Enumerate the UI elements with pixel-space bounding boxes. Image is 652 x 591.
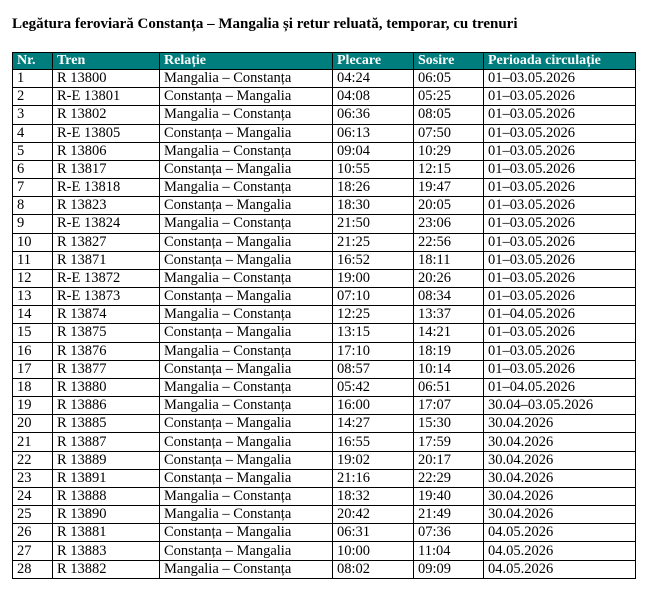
- cell-departure: 16:55: [333, 433, 414, 451]
- table-row: [13, 524, 636, 542]
- cell-train: R 13887: [53, 433, 160, 451]
- table-row: [13, 160, 636, 178]
- cell-nr: 15: [13, 324, 53, 342]
- table-body: [13, 70, 636, 579]
- cell-nr: 21: [13, 433, 53, 451]
- cell-period: 04.05.2026: [484, 542, 636, 560]
- cell-route: Constanța – Mangalia: [160, 160, 333, 178]
- table-row: [13, 560, 636, 578]
- table-row: [13, 487, 636, 505]
- cell-route: Constanța – Mangalia: [160, 233, 333, 251]
- cell-train: R-E 13873: [53, 288, 160, 306]
- cell-nr: 14: [13, 306, 53, 324]
- cell-train: R 13877: [53, 360, 160, 378]
- table-row: [13, 542, 636, 560]
- cell-period: 01–03.05.2026: [484, 324, 636, 342]
- cell-train: R 13881: [53, 524, 160, 542]
- column-header-route: Relație: [160, 53, 333, 70]
- cell-departure: 12:25: [333, 306, 414, 324]
- cell-arrival: 10:14: [414, 360, 484, 378]
- cell-route: Constanța – Mangalia: [160, 433, 333, 451]
- cell-route: Mangalia – Constanța: [160, 397, 333, 415]
- cell-nr: 6: [13, 160, 53, 178]
- cell-arrival: 19:40: [414, 487, 484, 505]
- table-row: [13, 269, 636, 287]
- cell-arrival: 10:29: [414, 142, 484, 160]
- cell-arrival: 20:26: [414, 269, 484, 287]
- table-row: [13, 506, 636, 524]
- cell-nr: 23: [13, 469, 53, 487]
- cell-route: Constanța – Mangalia: [160, 451, 333, 469]
- cell-departure: 20:42: [333, 506, 414, 524]
- cell-train: R-E 13805: [53, 124, 160, 142]
- cell-route: Constanța – Mangalia: [160, 288, 333, 306]
- cell-route: Constanța – Mangalia: [160, 542, 333, 560]
- cell-route: Constanța – Mangalia: [160, 251, 333, 269]
- cell-nr: 2: [13, 88, 53, 106]
- cell-arrival: 12:15: [414, 160, 484, 178]
- cell-period: 01–03.05.2026: [484, 360, 636, 378]
- cell-arrival: 07:36: [414, 524, 484, 542]
- table-row: [13, 233, 636, 251]
- cell-nr: 25: [13, 506, 53, 524]
- cell-period: 01–03.05.2026: [484, 142, 636, 160]
- cell-route: Mangalia – Constanța: [160, 215, 333, 233]
- cell-train: R 13806: [53, 142, 160, 160]
- cell-arrival: 11:04: [414, 542, 484, 560]
- cell-period: 04.05.2026: [484, 524, 636, 542]
- cell-arrival: 08:05: [414, 106, 484, 124]
- cell-route: Constanța – Mangalia: [160, 197, 333, 215]
- column-header-departure: Plecare: [333, 53, 414, 70]
- cell-nr: 28: [13, 560, 53, 578]
- cell-train: R 13800: [53, 70, 160, 88]
- cell-period: 04.05.2026: [484, 560, 636, 578]
- cell-period: 30.04.2026: [484, 487, 636, 505]
- cell-period: 30.04.2026: [484, 506, 636, 524]
- cell-departure: 16:00: [333, 397, 414, 415]
- cell-arrival: 20:05: [414, 197, 484, 215]
- cell-arrival: 17:59: [414, 433, 484, 451]
- cell-train: R-E 13818: [53, 179, 160, 197]
- cell-nr: 13: [13, 288, 53, 306]
- cell-route: Mangalia – Constanța: [160, 306, 333, 324]
- cell-nr: 18: [13, 378, 53, 396]
- table-row: [13, 378, 636, 396]
- cell-train: R 13890: [53, 506, 160, 524]
- cell-route: Constanța – Mangalia: [160, 524, 333, 542]
- table-row: [13, 142, 636, 160]
- table-row: [13, 306, 636, 324]
- table-row: [13, 106, 636, 124]
- cell-arrival: 07:50: [414, 124, 484, 142]
- table-row: [13, 451, 636, 469]
- cell-period: 30.04.2026: [484, 433, 636, 451]
- cell-nr: 5: [13, 142, 53, 160]
- cell-departure: 19:00: [333, 269, 414, 287]
- cell-nr: 4: [13, 124, 53, 142]
- cell-route: Mangalia – Constanța: [160, 342, 333, 360]
- cell-train: R 13802: [53, 106, 160, 124]
- cell-train: R 13882: [53, 560, 160, 578]
- cell-route: Mangalia – Constanța: [160, 70, 333, 88]
- cell-arrival: 06:05: [414, 70, 484, 88]
- cell-train: R 13885: [53, 415, 160, 433]
- cell-nr: 10: [13, 233, 53, 251]
- cell-period: 01–03.05.2026: [484, 197, 636, 215]
- page-title: Legătura feroviară Constanța – Mangalia și retur reluată, temporar, cu trenuri: [12, 16, 518, 32]
- column-header-period: Perioada circulație: [484, 53, 636, 70]
- cell-arrival: 18:11: [414, 251, 484, 269]
- cell-departure: 05:42: [333, 378, 414, 396]
- cell-train: R-E 13872: [53, 269, 160, 287]
- cell-route: Constanța – Mangalia: [160, 324, 333, 342]
- table-row: [13, 288, 636, 306]
- table-row: [13, 251, 636, 269]
- cell-period: 30.04.2026: [484, 415, 636, 433]
- cell-nr: 12: [13, 269, 53, 287]
- cell-train: R-E 13824: [53, 215, 160, 233]
- cell-period: 01–03.05.2026: [484, 342, 636, 360]
- table-row: [13, 197, 636, 215]
- cell-arrival: 22:29: [414, 469, 484, 487]
- cell-nr: 20: [13, 415, 53, 433]
- cell-route: Constanța – Mangalia: [160, 124, 333, 142]
- cell-departure: 14:27: [333, 415, 414, 433]
- cell-period: 01–03.05.2026: [484, 70, 636, 88]
- cell-arrival: 17:07: [414, 397, 484, 415]
- cell-period: 01–03.05.2026: [484, 251, 636, 269]
- table-row: [13, 415, 636, 433]
- cell-nr: 26: [13, 524, 53, 542]
- cell-arrival: 19:47: [414, 179, 484, 197]
- cell-period: 01–04.05.2026: [484, 306, 636, 324]
- cell-arrival: 23:06: [414, 215, 484, 233]
- cell-route: Constanța – Mangalia: [160, 360, 333, 378]
- cell-arrival: 14:21: [414, 324, 484, 342]
- cell-route: Mangalia – Constanța: [160, 506, 333, 524]
- cell-nr: 9: [13, 215, 53, 233]
- cell-train: R 13889: [53, 451, 160, 469]
- table-row: [13, 342, 636, 360]
- cell-period: 01–03.05.2026: [484, 106, 636, 124]
- cell-period: 01–04.05.2026: [484, 378, 636, 396]
- cell-departure: 08:57: [333, 360, 414, 378]
- cell-departure: 17:10: [333, 342, 414, 360]
- column-header-train: Tren: [53, 53, 160, 70]
- cell-departure: 09:04: [333, 142, 414, 160]
- cell-nr: 8: [13, 197, 53, 215]
- cell-departure: 06:31: [333, 524, 414, 542]
- table-row: [13, 88, 636, 106]
- table-row: [13, 215, 636, 233]
- table-row: [13, 179, 636, 197]
- cell-arrival: 09:09: [414, 560, 484, 578]
- cell-departure: 07:10: [333, 288, 414, 306]
- cell-period: 30.04.2026: [484, 451, 636, 469]
- cell-arrival: 13:37: [414, 306, 484, 324]
- cell-route: Mangalia – Constanța: [160, 269, 333, 287]
- cell-arrival: 05:25: [414, 88, 484, 106]
- cell-departure: 04:08: [333, 88, 414, 106]
- table-row: [13, 360, 636, 378]
- cell-departure: 10:55: [333, 160, 414, 178]
- cell-train: R 13886: [53, 397, 160, 415]
- cell-train: R 13883: [53, 542, 160, 560]
- column-header-nr: Nr.: [13, 53, 53, 70]
- cell-train: R 13817: [53, 160, 160, 178]
- cell-departure: 19:02: [333, 451, 414, 469]
- cell-departure: 04:24: [333, 70, 414, 88]
- cell-train: R 13888: [53, 487, 160, 505]
- cell-departure: 10:00: [333, 542, 414, 560]
- cell-departure: 06:13: [333, 124, 414, 142]
- cell-train: R 13823: [53, 197, 160, 215]
- cell-route: Mangalia – Constanța: [160, 142, 333, 160]
- cell-departure: 13:15: [333, 324, 414, 342]
- cell-departure: 06:36: [333, 106, 414, 124]
- cell-period: 01–03.05.2026: [484, 179, 636, 197]
- column-header-arrival: Sosire: [414, 53, 484, 70]
- cell-train: R-E 13801: [53, 88, 160, 106]
- cell-route: Mangalia – Constanța: [160, 106, 333, 124]
- cell-arrival: 15:30: [414, 415, 484, 433]
- cell-train: R 13875: [53, 324, 160, 342]
- cell-arrival: 20:17: [414, 451, 484, 469]
- cell-route: Mangalia – Constanța: [160, 179, 333, 197]
- cell-period: 01–03.05.2026: [484, 124, 636, 142]
- cell-departure: 16:52: [333, 251, 414, 269]
- cell-period: 30.04.2026: [484, 469, 636, 487]
- cell-nr: 11: [13, 251, 53, 269]
- cell-route: Mangalia – Constanța: [160, 487, 333, 505]
- cell-nr: 22: [13, 451, 53, 469]
- cell-period: 01–03.05.2026: [484, 233, 636, 251]
- cell-departure: 21:50: [333, 215, 414, 233]
- cell-train: R 13891: [53, 469, 160, 487]
- cell-train: R 13874: [53, 306, 160, 324]
- cell-period: 01–03.05.2026: [484, 160, 636, 178]
- cell-arrival: 22:56: [414, 233, 484, 251]
- table-row: [13, 397, 636, 415]
- cell-nr: 19: [13, 397, 53, 415]
- cell-route: Mangalia – Constanța: [160, 560, 333, 578]
- cell-arrival: 18:19: [414, 342, 484, 360]
- cell-period: 01–03.05.2026: [484, 88, 636, 106]
- cell-nr: 7: [13, 179, 53, 197]
- cell-period: 30.04–03.05.2026: [484, 397, 636, 415]
- cell-route: Constanța – Mangalia: [160, 88, 333, 106]
- cell-nr: 24: [13, 487, 53, 505]
- cell-arrival: 08:34: [414, 288, 484, 306]
- table-header-row: [13, 53, 636, 70]
- cell-route: Constanța – Mangalia: [160, 469, 333, 487]
- cell-train: R 13871: [53, 251, 160, 269]
- cell-period: 01–03.05.2026: [484, 215, 636, 233]
- cell-departure: 08:02: [333, 560, 414, 578]
- cell-nr: 16: [13, 342, 53, 360]
- cell-departure: 21:25: [333, 233, 414, 251]
- cell-route: Mangalia – Constanța: [160, 378, 333, 396]
- cell-nr: 27: [13, 542, 53, 560]
- table-row: [13, 70, 636, 88]
- table-row: [13, 324, 636, 342]
- train-schedule-table: [12, 52, 636, 579]
- cell-departure: 18:30: [333, 197, 414, 215]
- cell-nr: 1: [13, 70, 53, 88]
- cell-period: 01–03.05.2026: [484, 288, 636, 306]
- cell-departure: 21:16: [333, 469, 414, 487]
- cell-train: R 13827: [53, 233, 160, 251]
- cell-period: 01–03.05.2026: [484, 269, 636, 287]
- table-row: [13, 124, 636, 142]
- table-row: [13, 469, 636, 487]
- cell-arrival: 06:51: [414, 378, 484, 396]
- cell-nr: 3: [13, 106, 53, 124]
- cell-arrival: 21:49: [414, 506, 484, 524]
- cell-train: R 13880: [53, 378, 160, 396]
- table-row: [13, 433, 636, 451]
- cell-route: Constanța – Mangalia: [160, 415, 333, 433]
- cell-departure: 18:32: [333, 487, 414, 505]
- cell-train: R 13876: [53, 342, 160, 360]
- cell-nr: 17: [13, 360, 53, 378]
- cell-departure: 18:26: [333, 179, 414, 197]
